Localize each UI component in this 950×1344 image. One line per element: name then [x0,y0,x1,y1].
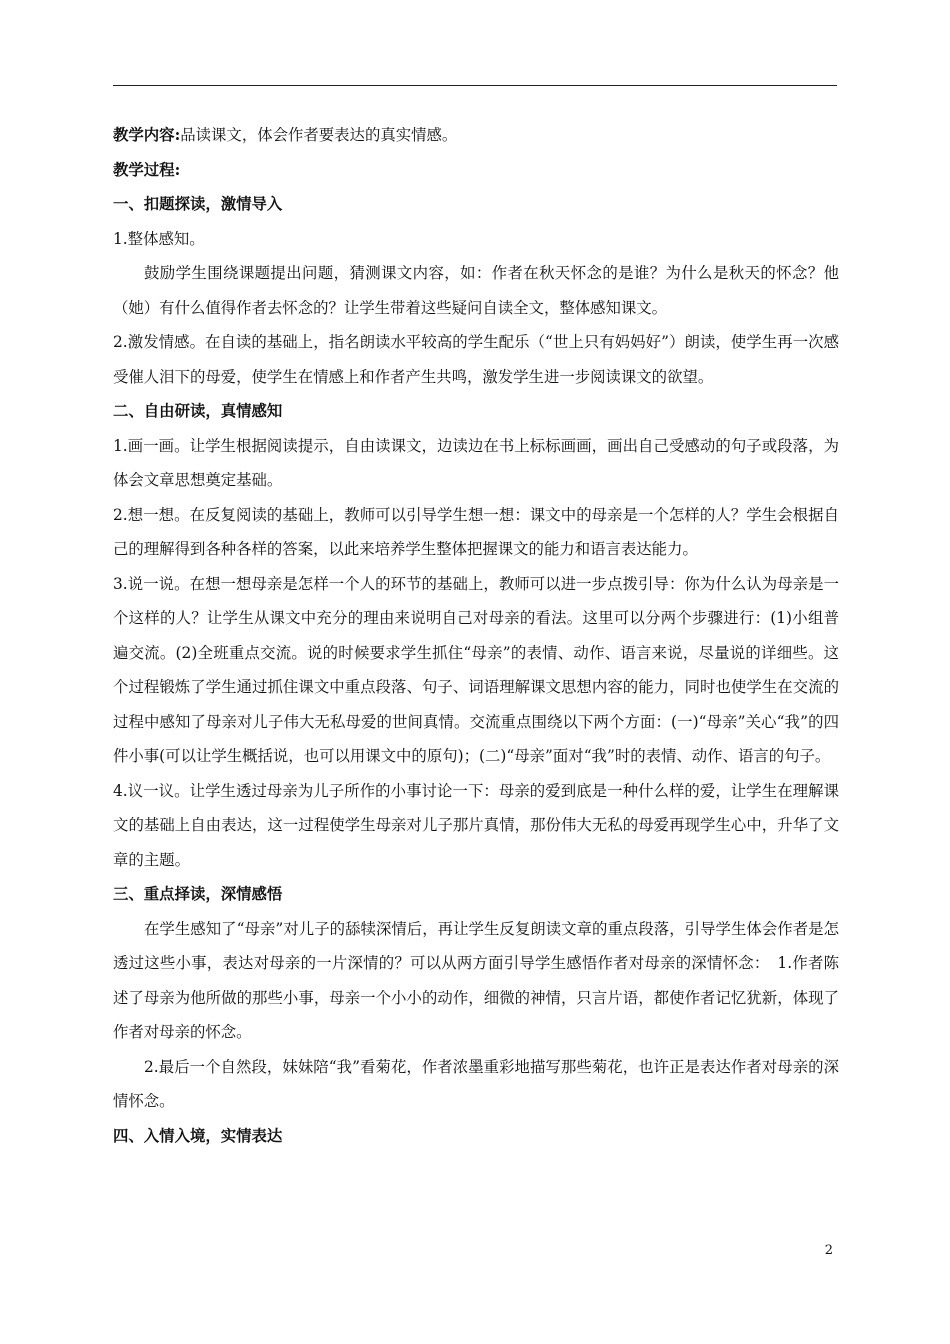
paragraph: 2.激发情感。在自读的基础上，指名朗读水平较高的学生配乐（“世上只有妈妈好”）朗读，使学生再一次感受催人泪下的母爱，使学生在情感上和作者产生共鸣，激发学生进一步阅读课文的欲望。 [113,333,839,386]
paragraph: 1.画一画。让学生根据阅读提示，自由读课文，边读边在书上标标画画，画出自己受感动的句子或段落，为体会文章思想奠定基础。 [113,436,839,489]
teaching-process-heading: 教学过程: [113,160,181,179]
paragraph: 在学生感知了“母亲”对儿子的舔犊深情后，再让学生反复朗读文章的重点段落，引导学生体会作者是怎透过这些小事，表达对母亲的一片深情的？可以从两方面引导学生感悟作者对母亲的深情怀念： 1.作者陈述了母亲为他所做的那些小事，母亲一个小小的动作，细微的神情，只言片语，都使作者记忆犹新，体现了作者对母亲的怀念。 [113,919,839,1041]
document-body [113,118,839,1153]
paragraph: 4.议一议。让学生透过母亲为儿子所作的小事讨论一下：母亲的爱到底是一种什么样的爱，让学生在理解课文的基础上自由表达，这一过程使学生母亲对儿子那片真情，那份伟大无私的母爱再现学生心中，升华了文章的主题。 [113,781,839,869]
section-heading-2: 二、自由研读，真情感知 [113,402,283,420]
paragraph: 鼓励学生围绕课题提出问题，猜测课文内容，如：作者在秋天怀念的是谁？为什么是秋天的怀念？他（她）有什么值得作者去怀念的？让学生带着这些疑问自读全文，整体感知课文。 [113,264,839,317]
paragraph: 2.最后一个自然段，妹妹陪“我”看菊花，作者浓墨重彩地描写那些菊花，也许正是表达作者对母亲的深情怀念。 [113,1057,839,1110]
section-heading-4: 四、入情入境，实情表达 [113,1126,283,1145]
section-heading-3: 三、重点择读，深情感悟 [113,885,283,903]
paragraph: 2.想一想。在反复阅读的基础上，教师可以引导学生想一想：课文中的母亲是一个怎样的人？学生会根据自己的理解得到各种各样的答案，以此来培养学生整体把握课文的能力和语言表达能力。 [113,505,839,558]
teaching-content-line [113,118,839,153]
page-number: 2 [824,1243,833,1258]
header-rule [113,85,837,86]
text: 品读课文，体会作者要表达的真实情感。 [180,126,458,144]
paragraph: 3.说一说。在想一想母亲是怎样一个人的环节的基础上，教师可以进一步点拨引导：你为什么认为母亲是一个这样的人？让学生从课文中充分的理由来说明自己对母亲的看法。这里可以分两个步骤进行：(1)小组普遍交流。(2)全班重点交流。说的时候要求学生抓住“母亲”的表情、动作、语言来说，尽量说的详细些。这个过程锻炼了学生通过抓住课文中重点段落、句子、词语理解课文思想内容的能力，同时也使学生在交流的过程中感知了母亲对儿子伟大无私母爱的世间真情。交流重点围绕以下两个方面：(一)“母亲”关心“我”的四件小事(可以让学生概括说，也可以用课文中的原句)；(二)“母亲”面对“我”时的表情、动作、语言的句子。 [113,574,839,765]
label: 教学内容: [113,126,181,144]
section-heading-1: 一、扣题探读，激情导入 [113,195,283,213]
paragraph: 1.整体感知。 [113,229,205,248]
